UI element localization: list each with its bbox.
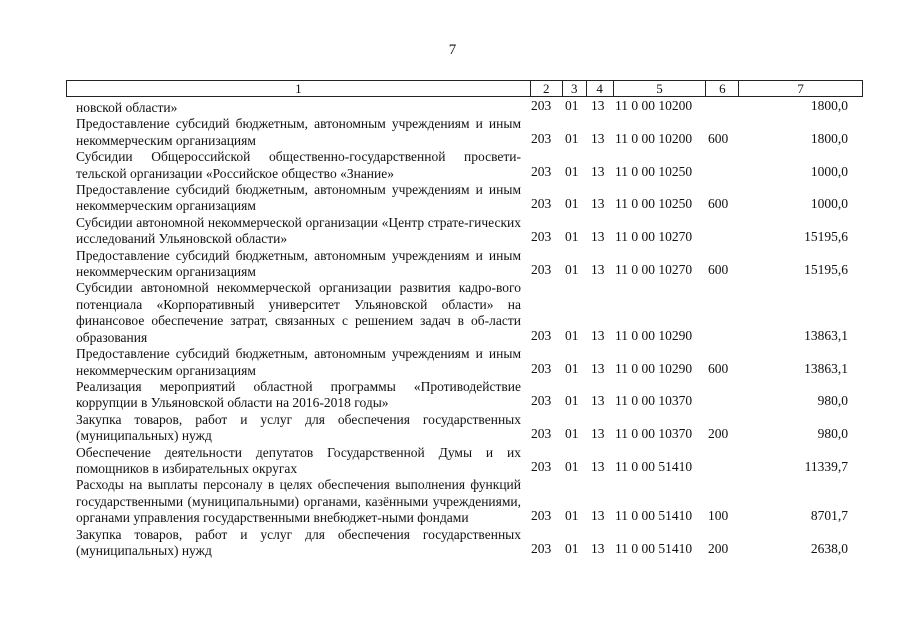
row-code-admin: 203 [531,163,552,179]
row-codes [529,426,864,444]
row-code-section: 01 [565,229,579,245]
page-number: 7 [448,42,457,58]
row-code-admin: 203 [531,196,552,212]
row-codes [529,98,864,116]
row-code-expense-type: 600 [708,130,729,146]
row-code-target: 11 0 00 10200 [615,130,693,146]
row-description: Предоставление субсидий бюджетным, автономным учреждениям и иным некоммерческим организациям [76,247,521,280]
row-code-target: 11 0 00 10270 [615,229,693,245]
table-row [76,445,866,478]
row-code-admin: 203 [531,262,552,278]
row-code-expense-type [708,459,744,475]
row-code-expense-type [708,229,744,245]
row-code-admin: 203 [531,327,552,343]
column-header-5: 5 [614,81,707,96]
row-code-expense-type [708,164,744,180]
row-description: Субсидии Общероссийской общественно-государственной просвети-тельской организации «Российское общество «Знание» [76,149,521,181]
row-amount: 11339,7 [804,458,848,474]
row-code-expense-type: 200 [708,426,729,442]
row-code-target: 11 0 00 10370 [615,426,693,442]
row-codes [529,262,864,280]
row-code-expense-type: 600 [708,360,729,376]
row-code-subsection: 13 [591,196,605,212]
row-description: Предоставление субсидий бюджетным, автономным учреждениям и иным некоммерческим организациям [76,116,521,148]
row-description: Расходы на выплаты персоналу в целях обеспечения выполнения функций государственными (муниципальными) органами, казёнными учреждениями, органами управления государственными внебюджет-ными фондами [76,477,521,526]
row-code-section: 01 [565,130,579,146]
row-amount: 2638,0 [810,540,848,556]
row-codes [529,229,864,247]
row-code-expense-type: 600 [708,196,729,212]
row-code-section: 01 [565,98,579,113]
row-amount: 980,0 [817,426,848,442]
row-code-subsection: 13 [591,327,605,343]
row-code-admin: 203 [531,540,552,556]
table-header [66,80,863,97]
row-code-admin: 203 [531,458,552,474]
row-code-target: 11 0 00 51410 [615,458,693,474]
row-code-admin: 203 [531,98,552,113]
row-code-target: 11 0 00 10370 [615,393,693,409]
row-code-subsection: 13 [591,458,605,474]
table-row [76,379,866,412]
row-code-target: 11 0 00 10290 [615,360,693,376]
column-header-7: 7 [797,81,804,96]
row-code-subsection: 13 [591,393,605,409]
column-header-6: 6 [706,81,739,96]
row-amount: 1800,0 [810,98,848,113]
table-row [76,280,866,346]
row-codes [529,459,864,477]
row-codes [529,361,864,379]
column-header-4: 4 [587,81,614,96]
row-description: Субсидии автономной некоммерческой организации «Центр страте-гических исследований Ульяновской области» [76,214,521,247]
row-code-target: 11 0 00 10250 [615,163,693,179]
row-amount: 13863,1 [804,360,848,376]
table-row [76,346,866,379]
row-code-section: 01 [565,458,579,474]
row-code-expense-type: 200 [708,540,729,556]
table-row [76,98,866,116]
row-description: Предоставление субсидий бюджетным, автономным учреждениям и иным некоммерческим организациям [76,182,521,214]
row-code-expense-type [708,328,744,344]
table-row [76,248,866,281]
row-code-expense-type: 600 [708,262,729,278]
row-code-subsection: 13 [591,98,605,113]
column-header-2: 2 [531,81,563,96]
row-code-section: 01 [565,262,579,278]
row-code-subsection: 13 [591,360,605,376]
row-description: Субсидии автономной некоммерческой организации развития кадро-вого потенциала «Корпоративный университет Ульяновской области» на финансовое обеспечение затрат, связанных с решением задач в об-ласти образования [76,280,521,345]
row-code-subsection: 13 [591,163,605,179]
row-code-admin: 203 [531,508,552,524]
table-row [76,116,866,149]
column-header-3: 3 [563,81,587,96]
table-row [76,215,866,248]
row-code-admin: 203 [531,393,552,409]
table-row [76,182,866,215]
table-row [76,477,866,526]
row-amount: 15195,6 [804,262,848,278]
row-code-section: 01 [565,540,579,556]
row-codes [529,393,864,411]
row-amount: 980,0 [817,393,848,409]
row-code-subsection: 13 [591,540,605,556]
row-codes [529,196,864,214]
row-code-target: 11 0 00 10200 [615,98,693,113]
row-amount: 1800,0 [810,130,848,146]
row-codes [529,131,864,149]
row-description: новской области» [76,100,178,115]
row-codes [529,541,864,559]
row-amount: 13863,1 [804,327,848,343]
row-code-section: 01 [565,393,579,409]
column-header-1: 1 [67,81,531,96]
table-row [76,527,866,560]
row-amount: 15195,6 [804,229,848,245]
row-code-subsection: 13 [591,262,605,278]
row-amount: 1000,0 [810,196,848,212]
row-amount: 8701,7 [810,508,848,524]
row-code-target: 11 0 00 51410 [615,540,693,556]
row-code-section: 01 [565,163,579,179]
row-code-section: 01 [565,426,579,442]
row-code-target: 11 0 00 10270 [615,262,693,278]
row-code-target: 11 0 00 10290 [615,327,693,343]
row-code-subsection: 13 [591,508,605,524]
row-code-section: 01 [565,360,579,376]
row-description: Закупка товаров, работ и услуг для обеспечения государственных (муниципальных) нужд [76,411,521,444]
table-body [76,98,866,559]
row-codes [529,328,864,346]
row-codes [529,508,864,526]
row-code-admin: 203 [531,229,552,245]
table-row [76,149,866,182]
row-description: Предоставление субсидий бюджетным, автономным учреждениям и иным некоммерческим организациям [76,346,521,378]
row-code-section: 01 [565,508,579,524]
row-code-admin: 203 [531,426,552,442]
row-code-expense-type: 100 [708,508,729,524]
row-description: Реализация мероприятий областной программы «Противодействие коррупции в Ульяновской области на 2016-2018 годы» [76,378,521,411]
row-amount: 1000,0 [810,163,848,179]
row-code-section: 01 [565,327,579,343]
row-code-subsection: 13 [591,229,605,245]
row-codes [529,164,864,182]
table-row [76,412,866,445]
row-code-subsection: 13 [591,130,605,146]
row-code-expense-type [708,393,744,409]
row-code-subsection: 13 [591,426,605,442]
row-code-admin: 203 [531,360,552,376]
row-code-expense-type [708,98,744,114]
row-code-target: 11 0 00 10250 [615,196,693,212]
row-description: Закупка товаров, работ и услуг для обеспечения государственных (муниципальных) нужд [76,526,521,558]
row-description: Обеспечение деятельности депутатов Государственной Думы и их помощников в избирательных округах [76,444,521,476]
row-code-section: 01 [565,196,579,212]
row-code-admin: 203 [531,130,552,146]
row-code-target: 11 0 00 51410 [615,508,693,524]
